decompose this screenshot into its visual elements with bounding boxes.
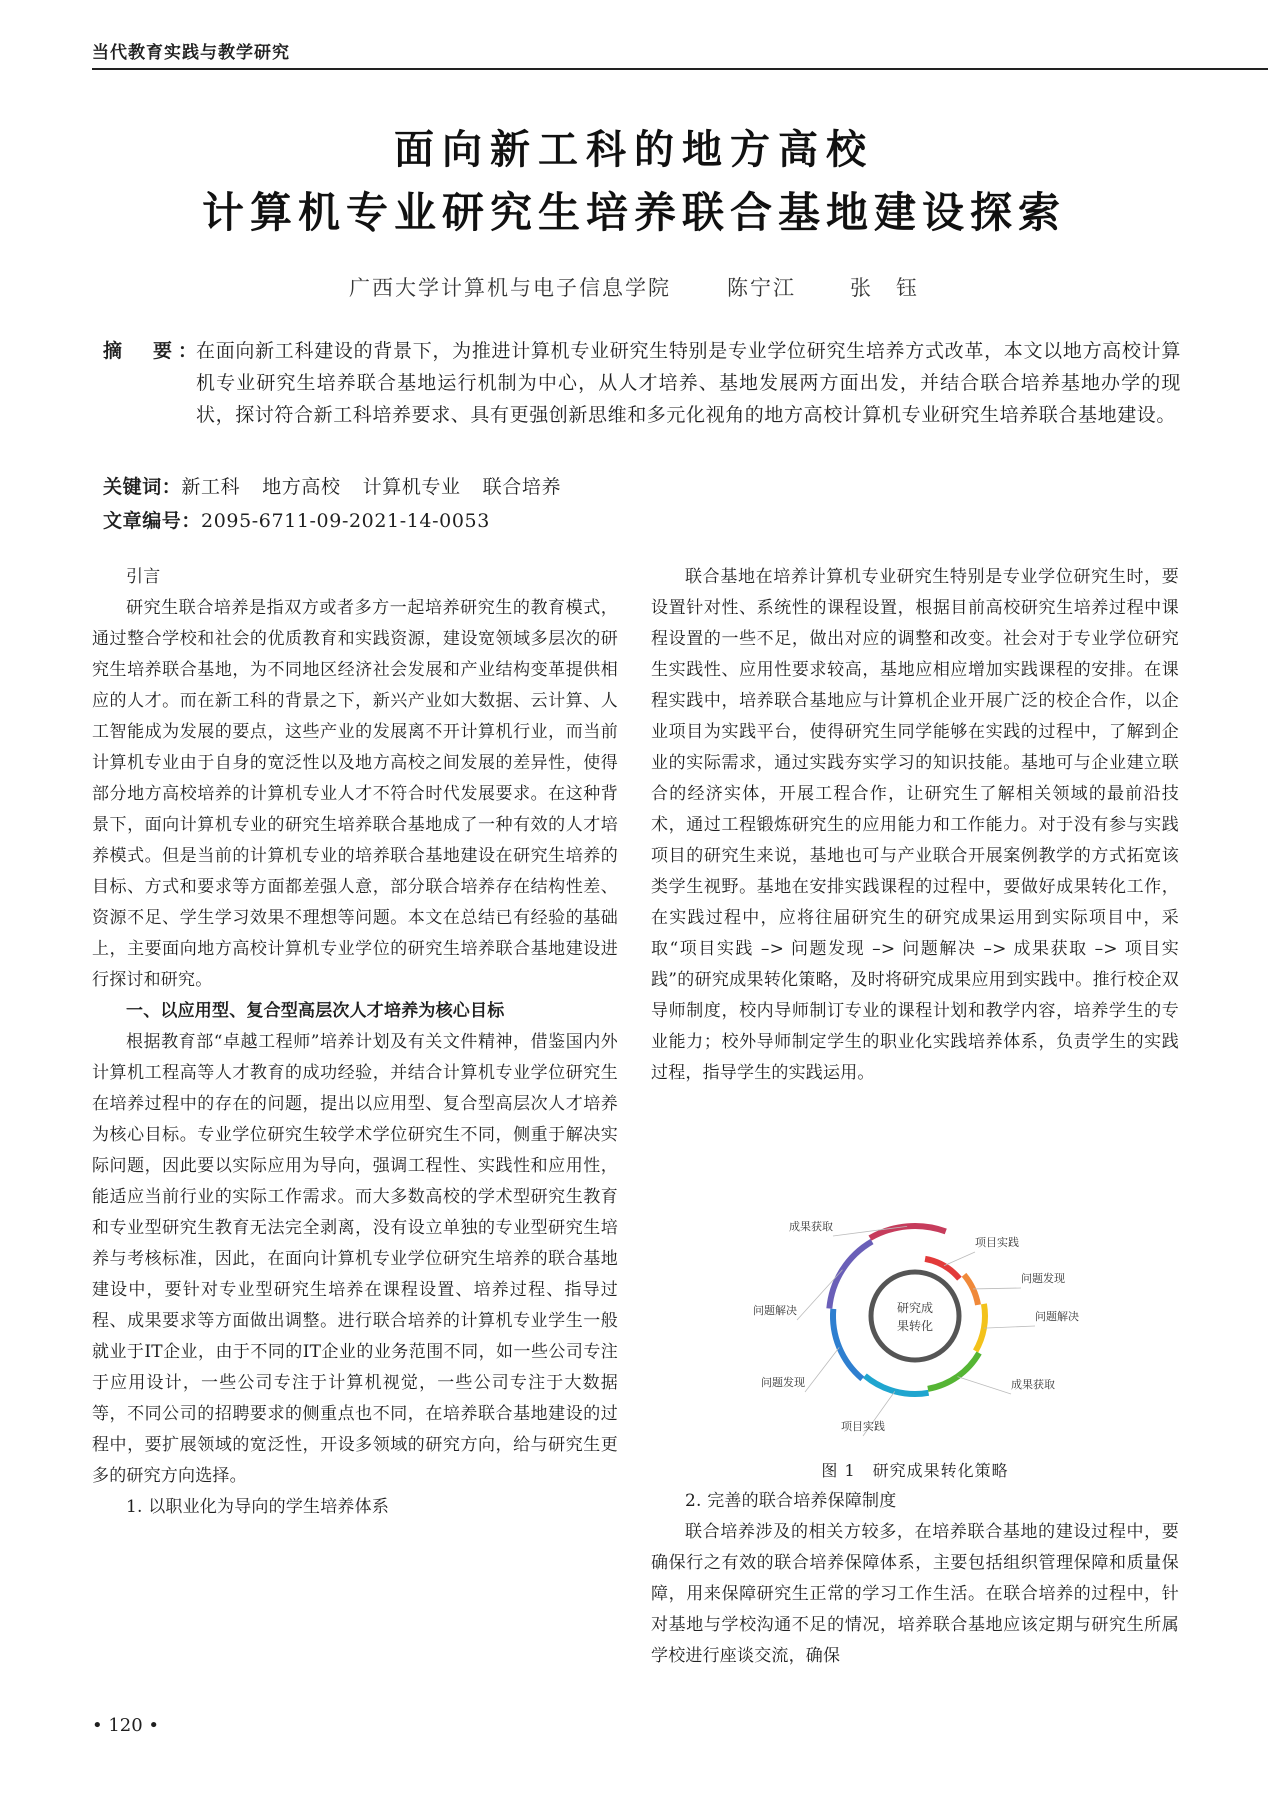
intro-heading: 引言 [126,567,161,587]
affiliation: 广西大学计算机与电子信息学院 [349,276,671,300]
keyword: 新工科 [181,476,241,498]
segment-label: 成果获取 [789,1220,833,1233]
segment-label: 项目实践 [975,1236,1019,1249]
segment-label: 成果获取 [1011,1378,1055,1391]
left-column [92,562,618,1523]
cycle-diagram [651,1196,1179,1474]
right-paragraph-1: 联合基地在培养计算机专业研究生特别是专业学位研究生时，要设置针对性、系统性的课程设置，根据目前高校研究生培养过程中课程设置的一些不足，做出对应的调整和改变。社会对于专业学位研究生实践性、应用性要求较高，基地应相应增加实践课程的安排。在课程实践中，培养联合基地应与计算机企业开展广泛的校企合作，以企业项目为实践平台，使得研究生同学能够在实践的过程中，了解到企业的实际需求，通过实践夯实学习的知识技能。基地可与企业建立联合的经济实体，开展工程合作，让研究生了解相关领域的最前沿技术，通过工程锻炼研究生的应用能力和工作能力。对于没有参与实践项目的研究生来说，基地也可与产业联合开展案例教学的方式拓宽该类学生视野。基地在安排实践课程的过程中，要做好成果转化工作，在实践过程中，应将往届研究生的研究成果运用到实际项目中，采取“项目实践 –> 问题发现 –> 问题解决 –> 成果获取 –> 项目实践”的研究成果转化策略，及时将研究成果应用到实践中。推行校企双导师制度，校内导师制订专业的课程计划和教学内容，培养学生的专业能力；校外导师制定学生的职业化实践培养体系，负责学生的实践过程，指导学生的实践运用。 [651,567,1179,1083]
right-paragraph-2: 联合培养涉及的相关方较多，在培养联合基地的建设过程中，要确保行之有效的联合培养保障体系，主要包括组织管理保障和质量保障，用来保障研究生正常的学习工作生活。在联合培养的过程中，针对基地与学校沟通不足的情况，培养联合基地应该定期与研究生所属学校进行座谈交流，确保 [651,1522,1179,1666]
cycle-segment [833,1309,862,1379]
leader-line [833,1226,907,1236]
abstract [103,335,1181,431]
author-2: 张 钰 [850,276,919,300]
section-1-heading: 一、以应用型、复合型高层次人才培养为核心目标 [126,1001,505,1021]
figure-caption: 图 1 研究成果转化策略 [821,1461,1009,1480]
cycle-segment [865,1376,929,1394]
subsection-2-heading: 2. 完善的联合培养保障制度 [685,1491,897,1511]
keywords [103,472,583,499]
leader-line [957,1377,1011,1394]
figure-1 [651,1196,1179,1474]
journal-name: 当代教育实践与教学研究 [92,43,290,63]
title-line-1: 面向新工科的地方高校 [394,126,874,173]
subsection-1-heading: 1. 以职业化为导向的学生培养体系 [126,1497,390,1517]
author-line [0,272,1268,302]
header-rule [92,68,1268,70]
segment-label: 问题发现 [1021,1272,1065,1285]
author-1: 陈宁江 [727,276,796,300]
intro-paragraph: 研究生联合培养是指双方或者多方一起培养研究生的教育模式，通过整合学校和社会的优质教育和实践资源，建设宽领域多层次的研究生培养联合基地，为不同地区经济社会发展和产业结构变革提供相应的人才。而在新工科的背景之下，新兴产业如大数据、云计算、人工智能成为发展的要点，这些产业的发展离不开计算机行业，而当前计算机专业由于自身的宽泛性以及地方高校之间发展的差异性，使得部分地方高校培养的计算机专业人才不符合时代发展要求。在这种背景下，面向计算机专业的研究生培养联合基地成了一种有效的人才培养模式。但是当前的计算机专业的培养联合基地建设在研究生培养的目标、方式和要求等方面都差强人意，部分联合培养存在结构性差、资源不足、学生学习效果不理想等问题。本文在总结已有经验的基础上，主要面向地方高校计算机专业学位的研究生培养联合基地建设进行探讨和研究。 [92,598,618,990]
leader-line [805,1347,839,1392]
segment-label: 问题解决 [1035,1310,1079,1323]
section-1-paragraph: 根据教育部“卓越工程师”培养计划及有关文件精神，借鉴国内外计算机工程高等人才教育的成功经验，并结合计算机专业学位研究生在培养过程中的存在的问题，提出以应用型、复合型高层次人才培养为核心目标。专业学位研究生较学术学位研究生不同，侧重于解决实际问题，因此要以实际应用为导向，强调工程性、实践性和应用性，能适应当前行业的实际工作需求。而大多数高校的学术型研究生教育和专业型研究生教育无法完全剥离，没有设立单独的专业型研究生培养与考核标准，因此，在面向计算机专业学位研究生培养的联合基地建设中，要针对专业型研究生培养在课程设置、培养过程、指导过程、成果要求等方面做出调整。进行联合培养的计算机专业学生一般就业于IT企业，由于不同的IT企业的业务范围不同，如一些公司专注于应用设计，一些公司专注于计算机视觉，一些公司专注于大数据等，不同公司的招聘要求的侧重点也不同，在培养联合基地建设的过程中，要扩展领域的宽泛性，开设多领域的研究方向，给与研究生更多的研究方向选择。 [92,1032,618,1486]
abstract-text: 在面向新工科建设的背景下，为推进计算机专业研究生特别是专业学位研究生培养方式改革，本文以地方高校计算机专业研究生培养联合基地运行机制为中心，从人才培养、基地发展两方面出发，并结合联合培养基地办学的现状，探讨符合新工科培养要求、具有更强创新思维和多元化视角的地方高校计算机专业研究生培养联合基地建设。 [196,340,1181,426]
title-line-2: 计算机专业研究生培养联合基地建设探索 [201,188,1066,237]
article-number-label: 文章编号： [103,510,202,532]
article-number-value: 2095-6711-09-2021-14-0053 [201,510,490,532]
page-number: • 120 • [92,1715,160,1736]
keywords-label: 关键词： [103,476,182,498]
keyword: 计算机专业 [362,476,461,498]
abstract-label: 摘 要： [103,340,204,362]
leader-line [984,1326,1035,1328]
cycle-segment [829,1242,872,1309]
cycle-segment [964,1275,978,1305]
leader-line [973,1288,1021,1289]
segment-label: 项目实践 [841,1420,885,1433]
keyword: 地方高校 [262,476,341,498]
article-number [103,506,490,533]
leader-line [944,1252,975,1266]
center-label-line-1: 研究成 [896,1301,934,1315]
keyword: 联合培养 [482,476,562,498]
segment-label: 问题解决 [753,1304,797,1317]
cycle-segment [928,1353,979,1389]
cycle-segment [870,1226,946,1238]
segment-label: 问题发现 [761,1376,805,1389]
center-label-line-2: 果转化 [896,1319,934,1333]
center-ring [871,1272,959,1360]
right-column-bottom [651,1486,1179,1672]
right-column-top [651,562,1179,1089]
cycle-segment [976,1304,985,1351]
